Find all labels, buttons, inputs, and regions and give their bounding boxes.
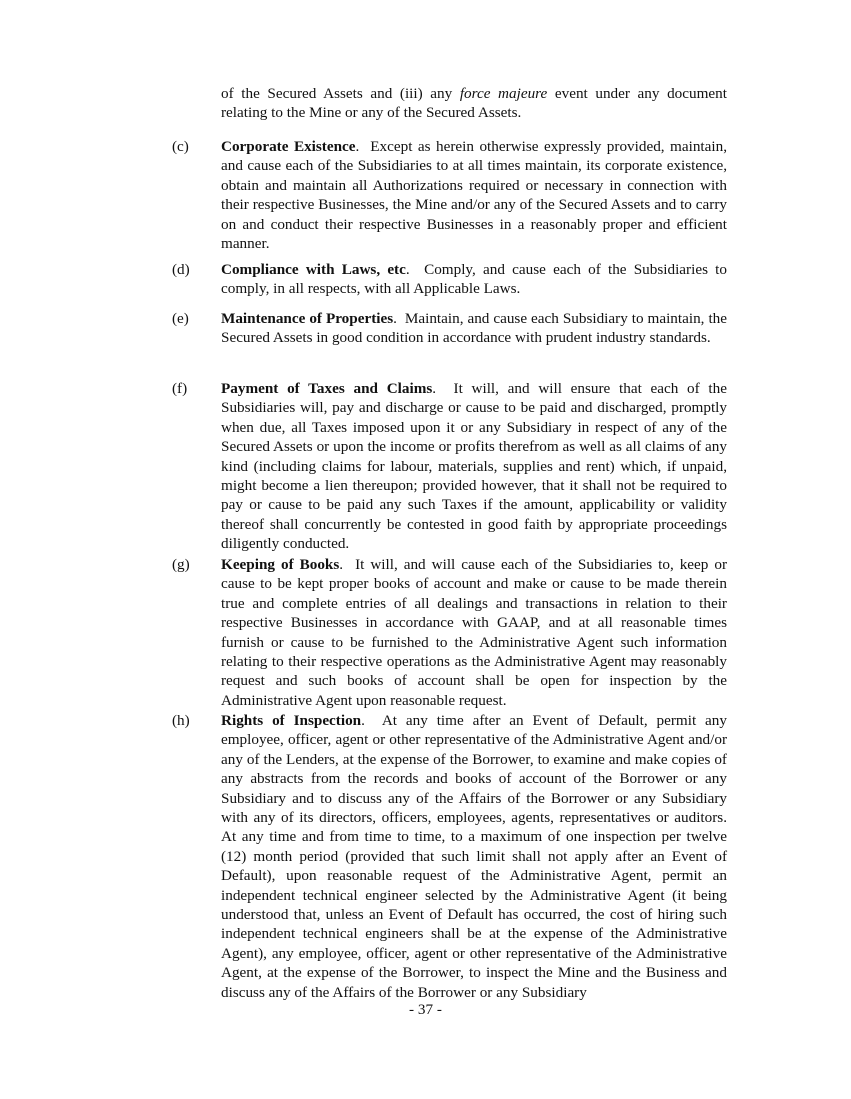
page-number: - 37 - <box>409 1001 442 1018</box>
continuation-text-start: of the Secured Assets and (iii) any <box>221 85 460 102</box>
section-c-paragraph: Corporate Existence. Except as herein otherwise expressly provided, maintain, and cause each of the Subsidiaries to at all times maintain, its corporate existence, obtain and maintain all Authorizations required or necessary in connection with their respective Businesses, the Mine and/or any of the Secured Assets and to carry on and conduct their respective Businesses in a reasonably proper and efficient manner. <box>221 138 727 253</box>
section-h-label: (h) <box>172 712 190 729</box>
section-g-body: It will, and will cause each of the Subsidiaries to, keep or cause to be kept proper books of account and make or cause to be made therein true and complete entries of all dealings and transactions in relation to their respective Businesses in accordance with GAAP, and at all reasonable times furnish or cause to be furnished to the Administrative Agent such information relating to their respective operations as the Administrative Agent may reasonably request and such books of account shall be open for inspection by the Administrative Agent upon reasonable request. <box>221 556 728 709</box>
section-h-body: At any time after an Event of Default, permit any employee, officer, agent or other representative of the Administrative Agent and/or any of the Lenders, at the expense of the Borrower, to examine and make copies of any abstracts from the records and books of account of the Borrower or any Subsidiary and to discuss any of the Affairs of the Borrower or any Subsidiary with any of its directors, officers, employees, agents, representatives or auditors. At any time and from time to time, to a maximum of one inspection per twelve (12) month period (provided that such limit shall not apply after an Event of Default), upon reasonable request of the Administrative Agent, permit an independent technical engineer selected by the Administrative Agent (it being understood that, unless an Event of Default has occurred, the cost of hiring such independent technical engineers shall be at the expense of the Administrative Agent), any employee, officer, agent or other representative of the Administrative Agent, at the expense of the Borrower, to inspect the Mine and the Business and discuss any of the Affairs of the Borrower or any Subsidiary <box>221 712 727 1001</box>
section-f-label: (f) <box>172 380 188 397</box>
section-c-heading: Corporate Existence <box>221 138 356 155</box>
continuation-paragraph <box>221 84 727 123</box>
section-d-label: (d) <box>172 261 190 278</box>
continuation-italic-term: force majeure <box>459 85 548 102</box>
section-d-paragraph: Compliance with Laws, etc. Comply, and cause each of the Subsidiaries to comply, in all respects, with all Applicable Laws. <box>221 261 727 298</box>
section-f-body: It will, and will ensure that each of the Subsidiaries will, pay and discharge or cause to be paid and discharged, promptly when due, all Taxes imposed upon it or any Subsidiary in respect of any of the Secured Assets or upon the income or profits therefrom as well as all claims of any kind (including claims for labour, materials, supplies and rent) which, if unpaid, might become a lien thereupon; provided however, that it shall not be required to pay or cause to be paid any such Taxes if the amount, applicability or validity thereof shall concurrently be contested in good faith by appropriate proceedings diligently conducted. <box>221 380 727 553</box>
section-d-body: Comply, and cause each of the Subsidiaries to comply, in all respects, with all Applicable Laws. <box>221 261 727 298</box>
section-e-heading: Maintenance of Properties <box>221 310 394 327</box>
section-e-paragraph: Maintenance of Properties. Maintain, and cause each Subsidiary to maintain, the Secured Assets in good condition in accordance with prudent industry standards. <box>221 310 727 347</box>
section-g-label: (g) <box>172 556 190 573</box>
section-g-paragraph: Keeping of Books. It will, and will cause each of the Subsidiaries to, keep or cause to be kept proper books of account and make or cause to be made therein true and complete entries of all dealings and transactions in relation to their respective Businesses in accordance with GAAP, and at all reasonable times furnish or cause to be furnished to the Administrative Agent such information relating to their respective operations as the Administrative Agent may reasonably request and such books of account shall be open for inspection by the Administrative Agent upon reasonable request. <box>221 556 728 709</box>
section-f-paragraph: Payment of Taxes and Claims. It will, and will ensure that each of the Subsidiaries will, pay and discharge or cause to be paid and discharged, promptly when due, all Taxes imposed upon it or any Subsidiary in respect of any of the Secured Assets or upon the income or profits therefrom as well as all claims of any kind (including claims for labour, materials, supplies and rent) which, if unpaid, might become a lien thereupon; provided however, that it shall not be required to pay or cause to be paid any such Taxes if the amount, applicability or validity thereof shall concurrently be contested in good faith by appropriate proceedings diligently conducted. <box>221 380 727 553</box>
section-g-heading: Keeping of Books <box>221 556 340 573</box>
continuation-text-end: event under any document relating to the Mine or any of the Secured Assets. <box>221 85 727 122</box>
section-e-body: Maintain, and cause each Subsidiary to maintain, the Secured Assets in good condition in accordance with prudent industry standards. <box>221 310 727 347</box>
section-c-label: (c) <box>172 138 189 155</box>
section-d-heading: Compliance with Laws, etc <box>221 261 406 278</box>
section-h-paragraph: Rights of Inspection. At any time after an Event of Default, permit any employee, officer, agent or other representative of the Administrative Agent and/or any of the Lenders, at the expense of the Borrower, to examine and make copies of any abstracts from the records and books of account of the Borrower or any Subsidiary and to discuss any of the Affairs of the Borrower or any Subsidiary with any of its directors, officers, employees, agents, representatives or auditors. At any time and from time to time, to a maximum of one inspection per twelve (12) month period (provided that such limit shall not apply after an Event of Default), upon reasonable request of the Administrative Agent, permit an independent technical engineer selected by the Administrative Agent (it being understood that, unless an Event of Default has occurred, the cost of hiring such independent technical engineers shall be at the expense of the Administrative Agent), any employee, officer, agent or other representative of the Administrative Agent, at the expense of the Borrower, to inspect the Mine and the Business and discuss any of the Affairs of the Borrower or any Subsidiary <box>221 712 727 1001</box>
section-c-body: Except as herein otherwise expressly provided, maintain, and cause each of the Subsidiaries to at all times maintain, its corporate existence, obtain and maintain all Authorizations required or necessary in connection with their respective Businesses, the Mine and/or any of the Secured Assets and to carry on and conduct their respective Businesses in a reasonably proper and efficient manner. <box>221 138 727 253</box>
section-e-label: (e) <box>172 310 189 327</box>
section-f-heading: Payment of Taxes and Claims <box>221 380 433 397</box>
section-h-heading: Rights of Inspection <box>221 712 362 729</box>
